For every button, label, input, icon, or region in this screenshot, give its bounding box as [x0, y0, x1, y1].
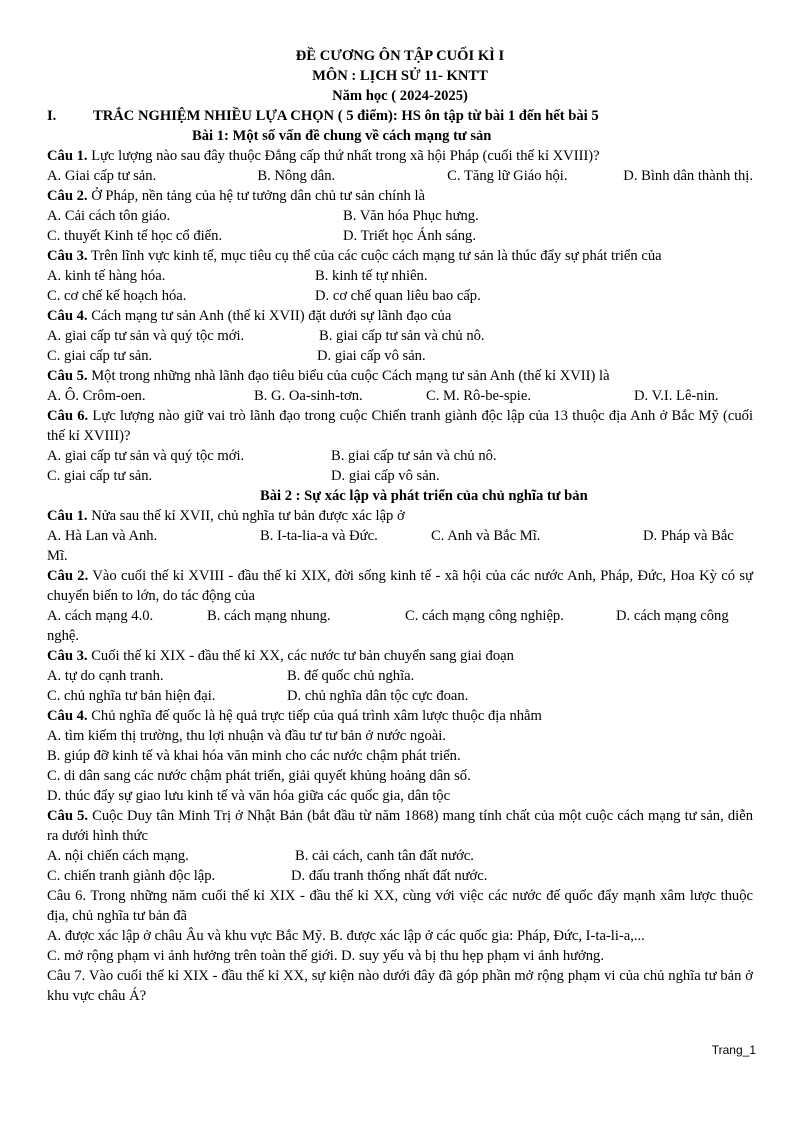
question-label: Câu 4.	[47, 308, 88, 324]
option-d: D. giai cấp vô sản.	[317, 348, 426, 364]
l2-q6-options-ab: A. được xác lập ở châu Âu và khu vực Bắc Mỹ. B. được xác lập ở các quốc gia: Pháp, Đức, I-ta-li-a,...	[47, 928, 645, 944]
question-text: Trên lĩnh vực kinh tế, mục tiêu cụ thể của các cuộc cách mạng tư sản là thúc đẩy sự phát triển của	[87, 248, 662, 264]
section-title: TRẮC NGHIỆM NHIỀU LỰA CHỌN ( 5 điểm): HS ôn tập từ bài 1 đến hết bài 5	[93, 108, 599, 124]
l1-q3-options-ab	[47, 266, 753, 286]
option-a: A. nội chiến cách mạng.	[47, 848, 189, 864]
option-c: C. M. Rô-be-spie.	[426, 388, 531, 404]
question-label: Câu 5.	[47, 368, 88, 384]
question-label: Câu 2.	[47, 188, 88, 204]
subject-heading: MÔN : LỊCH SỬ 11- KNTT	[312, 68, 488, 84]
l2-q1-stem	[47, 506, 753, 526]
l2-q5-options-cd	[47, 866, 753, 886]
question-label: Câu 5.	[47, 808, 89, 824]
question-text: Cách mạng tư sản Anh (thế kỉ XVII) đặt dưới sự lãnh đạo của	[87, 308, 452, 324]
l1-q2-stem	[47, 186, 753, 206]
option-c: C. chủ nghĩa tư bản hiện đại.	[47, 688, 216, 704]
option-a: A. giai cấp tư sản và quý tộc mới.	[47, 328, 245, 344]
question-text: Cuộc Duy tân Minh Trị ở Nhật Bản (bắt đầu từ năm 1868) mang tính chất của một cuộc cách mạng tư sản, diễn ra dưới hình thức	[47, 808, 753, 844]
option-d: D. Triết học Ánh sáng.	[343, 228, 476, 244]
option-b: B. cải cách, canh tân đất nước.	[295, 848, 474, 864]
option-d: D. V.I. Lê-nin.	[634, 388, 719, 404]
option-c: C. chiến tranh giành độc lập.	[47, 868, 216, 884]
l2-q2-option-d-cont: nghệ.	[47, 628, 80, 644]
l1-q6-options-ab	[47, 446, 753, 466]
option-b: B. cách mạng nhung.	[207, 608, 331, 624]
option-d: D. Pháp và Bắc	[643, 528, 734, 544]
lesson-1-title: Bài 1: Một số vấn đề chung về cách mạng tư sản	[192, 128, 492, 144]
l1-q2-options-cd	[47, 226, 753, 246]
option-c: C. Tăng lữ Giáo hội.	[447, 168, 568, 184]
question-label: Câu 3.	[47, 248, 88, 264]
option-a: A. Giai cấp tư sản.	[47, 168, 157, 184]
l1-q4-options-ab	[47, 326, 753, 346]
l1-q5-options	[47, 386, 753, 406]
l2-q3-options-ab	[47, 666, 753, 686]
option-c: C. giai cấp tư sản.	[47, 468, 153, 484]
option-a: A. Ô. Crôm-oen.	[47, 388, 146, 404]
option-d: D. chủ nghĩa dân tộc cực đoan.	[287, 688, 469, 704]
question-text: Nửa sau thế kỉ XVII, chủ nghĩa tư bản được xác lập ở	[87, 508, 405, 524]
l2-q2-stem	[47, 566, 753, 606]
school-year: Năm học ( 2024-2025)	[332, 88, 468, 104]
question-text: Lực lượng nào giữ vai trò lãnh đạo trong cuộc Chiến tranh giành độc lập của 13 thuộc địa Anh ở Bắc Mỹ (cuối thế kỉ XVIII)?	[47, 408, 753, 444]
option-b: B. đế quốc chủ nghĩa.	[287, 668, 415, 684]
lesson-2-title: Bài 2 : Sự xác lập và phát triển của chủ nghĩa tư bản	[260, 488, 588, 504]
option-a: A. tự do cạnh tranh.	[47, 668, 164, 684]
option-a: A. cách mạng 4.0.	[47, 608, 154, 624]
l2-q5-options-ab	[47, 846, 753, 866]
l1-q1-options	[47, 166, 753, 186]
question-label: Câu 2.	[47, 568, 89, 584]
question-label: Câu 1.	[47, 508, 88, 524]
option-b: B. Nông dân.	[257, 168, 336, 184]
option-c: C. giai cấp tư sản.	[47, 348, 153, 364]
question-label: Câu 6.	[47, 408, 89, 424]
l1-q6-options-cd	[47, 466, 753, 486]
option-d: D. giai cấp vô sản.	[331, 468, 440, 484]
l2-q1-option-d-cont: Mĩ.	[47, 548, 68, 564]
option-d: D. thúc đẩy sự giao lưu kinh tế và văn hóa giữa các quốc gia, dân tộc	[47, 788, 451, 804]
l2-q7-stem: Câu 7. Vào cuối thế kỉ XIX - đầu thế kỉ XX, sự kiện nào dưới đây đã góp phần mở rộng phạm vi của chủ nghĩa tư bản ở khu vực châu Á?	[47, 968, 753, 1004]
l2-q5-stem	[47, 806, 753, 846]
document-title: ĐỀ CƯƠNG ÔN TẬP CUỐI KÌ I	[295, 48, 505, 64]
option-b: B. giúp đỡ kinh tế và khai hóa văn minh cho các nước chậm phát triển.	[47, 748, 461, 764]
option-b: B. kinh tế tự nhiên.	[315, 268, 428, 284]
question-label: Câu 3.	[47, 648, 88, 664]
l1-q3-options-cd	[47, 286, 753, 306]
question-text: Chủ nghĩa đế quốc là hệ quả trực tiếp của quá trình xâm lược thuộc địa nhằm	[87, 708, 542, 724]
option-c: C. cách mạng công nghiệp.	[405, 608, 564, 624]
option-d: D. Bình dân thành thị.	[623, 168, 753, 184]
question-text: Vào cuối thế kỉ XVIII - đầu thế kỉ XIX, đời sống kinh tế - xã hội của các nước Anh, Pháp, Đức, Hoa Kỳ có sự chuyển biến to lớn, do tác động của	[47, 568, 754, 604]
l2-q6-options-cd: C. mở rộng phạm vi ảnh hưởng trên toàn thế giới. D. suy yếu và bị thu hẹp phạm vi ảnh hưởng.	[47, 948, 604, 964]
option-b: B. giai cấp tư sản và chủ nô.	[319, 328, 485, 344]
option-a: A. giai cấp tư sản và quý tộc mới.	[47, 448, 245, 464]
option-c: C. thuyết Kinh tế học cổ điển.	[47, 228, 223, 244]
l1-q4-options-cd	[47, 346, 753, 366]
question-label: Câu 4.	[47, 708, 88, 724]
option-d: D. cơ chế quan liêu bao cấp.	[315, 288, 481, 304]
l1-q4-stem	[47, 306, 753, 326]
option-d: D. đấu tranh thống nhất đất nước.	[291, 868, 488, 884]
l1-q6-stem	[47, 406, 753, 446]
option-a: A. Hà Lan và Anh.	[47, 528, 158, 544]
l1-q1-stem	[47, 146, 753, 166]
l2-q1-options	[47, 526, 753, 546]
option-c: C. Anh và Bắc Mĩ.	[431, 528, 541, 544]
section-heading	[47, 106, 753, 126]
l2-q2-options	[47, 606, 753, 626]
question-label: Câu 1.	[47, 148, 88, 164]
page-number: Trang_1	[711, 1043, 756, 1057]
option-a: A. tìm kiếm thị trường, thu lợi nhuận và đầu tư tư bản ở nước ngoài.	[47, 728, 446, 744]
l2-q6-stem: Câu 6. Trong những năm cuối thế kỉ XIX - đầu thế kỉ XX, cùng với việc các nước đế quốc đẩy mạnh xâm lược thuộc địa, chủ nghĩa tư bản đã	[47, 888, 753, 924]
option-b: B. G. Oa-sinh-tơn.	[254, 388, 363, 404]
l2-q4-stem	[47, 706, 753, 726]
option-d: D. cách mạng công	[616, 608, 729, 624]
option-a: A. kinh tế hàng hóa.	[47, 268, 166, 284]
option-a: A. Cải cách tôn giáo.	[47, 208, 171, 224]
option-c: C. di dân sang các nước chậm phát triển, giải quyết khủng hoảng dân số.	[47, 768, 471, 784]
l2-q3-options-cd	[47, 686, 753, 706]
option-b: B. Văn hóa Phục hưng.	[343, 208, 479, 224]
option-b: B. giai cấp tư sản và chủ nô.	[331, 448, 497, 464]
section-number: I.	[47, 108, 57, 124]
question-text: Ở Pháp, nền tảng của hệ tư tưởng dân chủ tư sản chính là	[87, 188, 425, 204]
option-b: B. I-ta-lia-a và Đức.	[260, 528, 378, 544]
option-c: C. cơ chế kế hoạch hóa.	[47, 288, 187, 304]
l1-q2-options-ab	[47, 206, 753, 226]
question-text: Lực lượng nào sau đây thuộc Đẳng cấp thứ nhất trong xã hội Pháp (cuối thế kỉ XVIII)?	[87, 148, 600, 164]
l1-q5-stem	[47, 366, 753, 386]
l1-q3-stem	[47, 246, 753, 266]
question-text: Cuối thế kỉ XIX - đầu thế kỉ XX, các nước tư bản chuyển sang giai đoạn	[87, 648, 514, 664]
l2-q3-stem	[47, 646, 753, 666]
question-text: Một trong những nhà lãnh đạo tiêu biểu của cuộc Cách mạng tư sản Anh (thế kỉ XVII) là	[87, 368, 610, 384]
exam-outline-page	[47, 46, 753, 1006]
